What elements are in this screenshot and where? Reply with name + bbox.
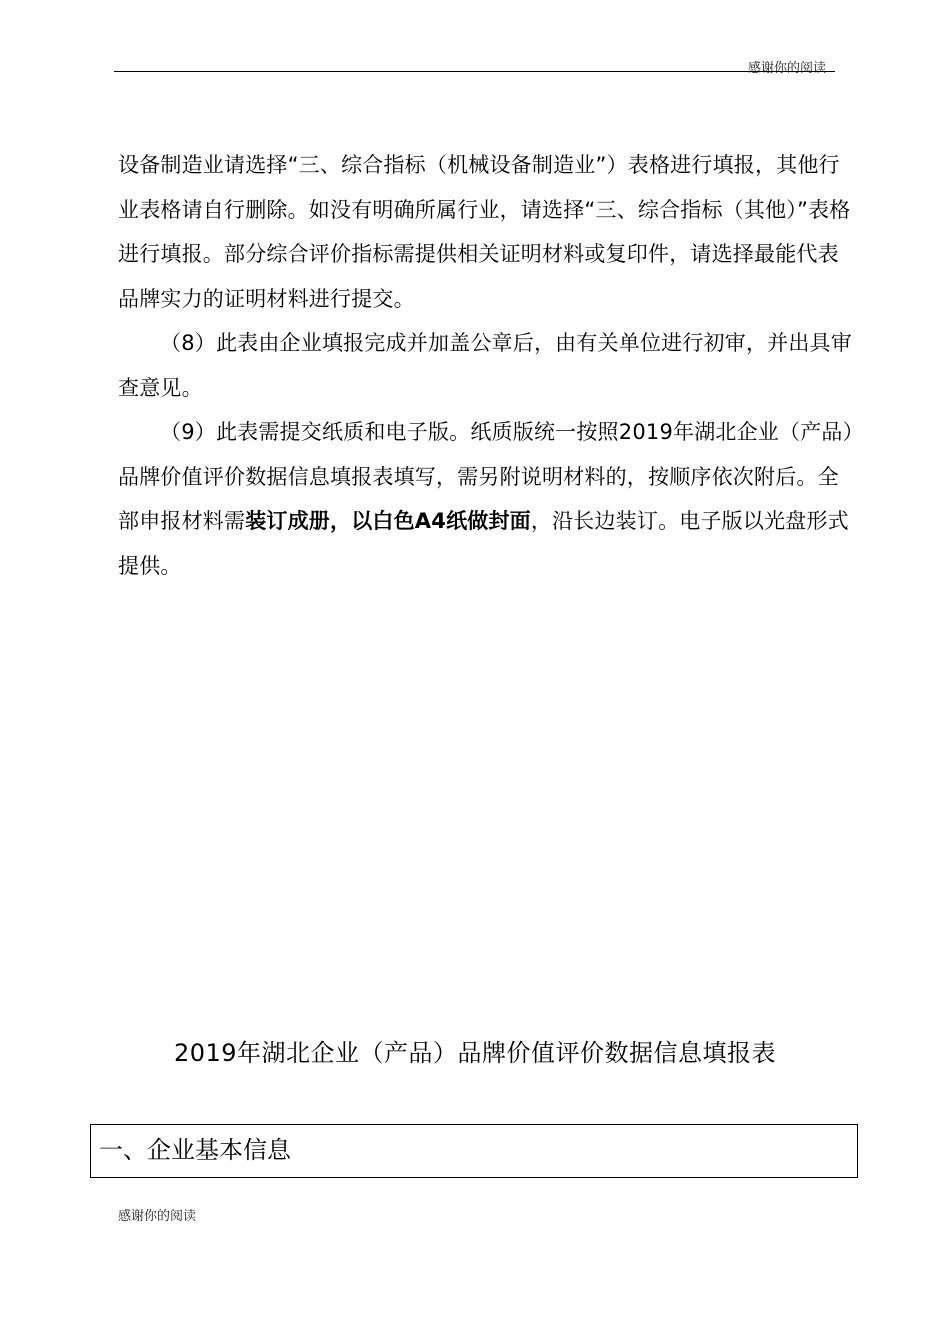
instructions-body: [118, 143, 858, 588]
instruction-9-text-end: ，沿长边装订。电子版以光盘形式提供。: [118, 509, 849, 578]
header-divider: [114, 71, 835, 72]
instruction-9-bold-emphasis: 装订成册，以白色A4纸做封面: [245, 509, 531, 533]
section-1-box: [90, 1124, 858, 1178]
form-title: 2019年湖北企业（产品）品牌价值评价数据信息填报表: [173, 1039, 777, 1067]
instruction-9-text-start: （9）此表需提交纸质和电子版。纸质版统一按照2019年湖北企业（产品）品牌价值评价数据信息填报表填写，需另附说明材料的，按顺序依次附后。全部申报材料需: [118, 420, 854, 533]
page-header-text: 感谢你的阅读: [748, 61, 827, 76]
instruction-paragraph-7-continued: 设备制造业请选择“三、综合指标（机械设备制造业”）表格进行填报，其他行业表格请自行删除。如没有明确所属行业，请选择“三、综合指标（其他）”表格进行填报。部分综合评价指标需提供相关证明材料或复印件，请选择最能代表品牌实力的证明材料进行提交。: [118, 153, 851, 311]
instruction-paragraph-8: （8）此表由企业填报完成并加盖公章后，由有关单位进行初审，并出具审查意见。: [118, 331, 852, 400]
page-footer-text: 感谢你的阅读: [118, 1209, 197, 1224]
instruction-paragraph-9: [118, 410, 858, 588]
section-1-title: 一、企业基本信息: [99, 1136, 291, 1164]
